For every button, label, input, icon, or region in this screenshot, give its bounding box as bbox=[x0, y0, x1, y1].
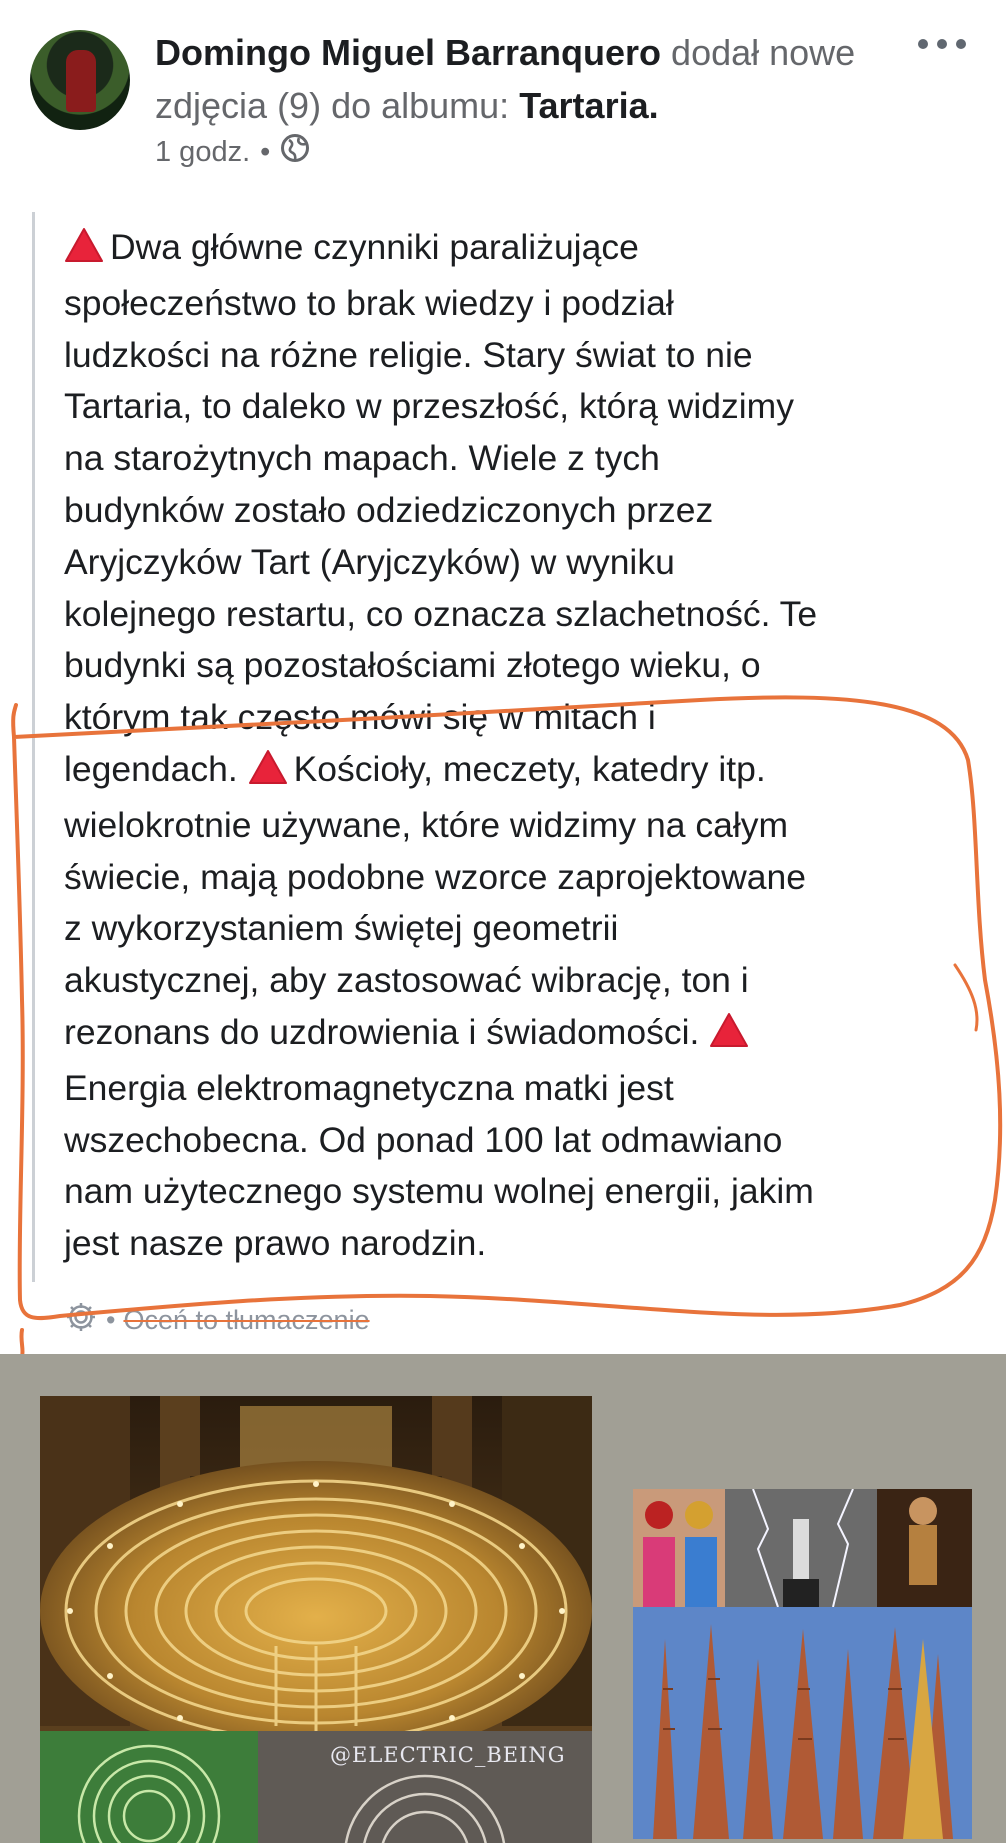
watermark: @ELECTRIC_BEING bbox=[330, 1743, 566, 1767]
text-line: Energia elektromagnetyczna matki jest bbox=[64, 1067, 674, 1108]
action-text: dodał nowe zdjęcia (9) do albumu: bbox=[155, 32, 856, 126]
post-time[interactable]: 1 godz. bbox=[155, 135, 251, 168]
text-line: rezonans do uzdrowienia i świadomości. bbox=[64, 1011, 700, 1052]
translation-row bbox=[64, 1300, 370, 1341]
text-line: ludzkości na różne religie. Stary świat to nie bbox=[64, 334, 753, 375]
photo-gallery bbox=[0, 1354, 1006, 1843]
text-line: Dwa główne czynniki paraliżujące bbox=[110, 227, 639, 267]
author-name[interactable]: Domingo Miguel Barranquero bbox=[155, 32, 662, 73]
text-line: akustycznej, aby zastosować wibrację, ton i bbox=[64, 960, 749, 1001]
text-line: jest nasze prawo narodzin. bbox=[64, 1223, 487, 1264]
text-line: społeczeństwo to brak wiedzy i podział bbox=[64, 282, 674, 323]
post-text bbox=[64, 222, 964, 1270]
meta-separator: • bbox=[260, 135, 271, 168]
text-line: z wykorzystaniem świętej geometrii bbox=[64, 908, 619, 949]
red-triangle-icon bbox=[709, 1011, 749, 1063]
quote-bar bbox=[32, 212, 35, 1282]
text-line: wielokrotnie używane, które widzimy na całym bbox=[64, 804, 789, 845]
text-line: wszechobecna. Od ponad 100 lat odmawiano bbox=[64, 1119, 783, 1160]
text-line: na starożytnych mapach. Wiele z tych bbox=[64, 438, 660, 479]
red-triangle-icon bbox=[64, 226, 104, 278]
text-line: budynki są pozostałościami złotego wieku, o bbox=[64, 645, 761, 686]
globe-icon bbox=[280, 133, 310, 171]
rate-translation-link[interactable]: Oceń to tłumaczenie bbox=[123, 1305, 370, 1335]
text-line: Kościoły, meczety, katedry itp. bbox=[293, 748, 766, 789]
post-header bbox=[0, 0, 1006, 200]
collage-photo[interactable] bbox=[633, 1489, 972, 1839]
settings-gear-icon[interactable] bbox=[64, 1300, 98, 1341]
translation-separator: • bbox=[106, 1305, 116, 1335]
cathedral-labyrinth-photo[interactable] bbox=[40, 1396, 592, 1843]
text-line: świecie, mają podobne wzorce zaprojektowane bbox=[64, 856, 806, 897]
text-line: Tartaria, to daleko w przeszłość, którą widzimy bbox=[64, 386, 794, 427]
text-line: którym tak często mówi się w mitach i bbox=[64, 697, 656, 738]
text-line: kolejnego restartu, co oznacza szlachetność. Te bbox=[64, 593, 818, 634]
text-line: legendach. bbox=[64, 748, 238, 789]
album-link[interactable]: Tartaria. bbox=[519, 85, 659, 126]
text-line: budynków zostało odziedziczonych przez bbox=[64, 489, 714, 530]
post-meta bbox=[155, 133, 310, 171]
red-triangle-icon bbox=[248, 748, 288, 800]
text-line: Aryjczyków Tart (Aryjczyków) w wyniku bbox=[64, 541, 675, 582]
more-options-icon[interactable] bbox=[918, 32, 966, 56]
post-title bbox=[155, 26, 875, 132]
text-line: nam użytecznego systemu wolnej energii, jakim bbox=[64, 1171, 814, 1212]
avatar[interactable] bbox=[30, 30, 130, 130]
